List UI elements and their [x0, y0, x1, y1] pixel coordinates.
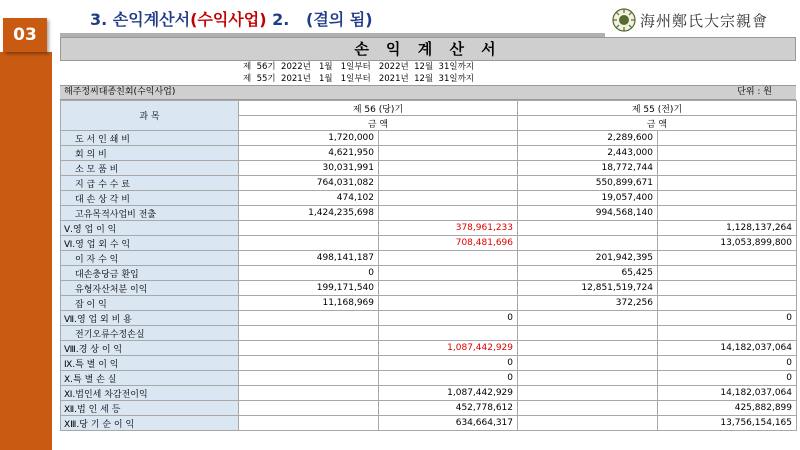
table-row — [61, 281, 797, 296]
prior-total-amount — [658, 131, 797, 146]
current-detail-amount — [239, 326, 379, 341]
row-label: 전기오류수정손실 — [61, 326, 239, 341]
prior-total-amount — [658, 326, 797, 341]
current-detail-amount: 764,031,082 — [239, 176, 379, 191]
prior-detail-amount: 65,425 — [518, 266, 658, 281]
row-label: 회 의 비 — [61, 146, 239, 161]
prior-detail-amount — [518, 341, 658, 356]
row-label: Ⅷ.경 상 이 익 — [61, 341, 239, 356]
current-total-amount — [379, 131, 518, 146]
prior-detail-amount — [518, 326, 658, 341]
row-label: 고유목적사업비 전출 — [61, 206, 239, 221]
row-label: 잡 이 익 — [61, 296, 239, 311]
table-row — [61, 251, 797, 266]
current-detail-amount — [239, 371, 379, 386]
current-detail-amount: 4,621,950 — [239, 146, 379, 161]
prior-total-amount — [658, 146, 797, 161]
column-prior-amount: 금 액 — [518, 116, 797, 131]
row-label: Ⅸ.특 별 이 익 — [61, 356, 239, 371]
prior-detail-amount: 2,443,000 — [518, 146, 658, 161]
row-label: Ⅵ.영 업 외 수 익 — [61, 236, 239, 251]
prior-detail-amount: 201,942,395 — [518, 251, 658, 266]
table-row — [61, 371, 797, 386]
slide-header — [0, 0, 800, 40]
current-total-amount — [379, 206, 518, 221]
prior-total-amount: 14,182,037,064 — [658, 386, 797, 401]
current-total-amount — [379, 191, 518, 206]
table-row — [61, 386, 797, 401]
prior-detail-amount — [518, 401, 658, 416]
current-detail-amount: 199,171,540 — [239, 281, 379, 296]
prior-detail-amount — [518, 221, 658, 236]
table-row — [61, 161, 797, 176]
current-total-amount — [379, 281, 518, 296]
row-label: Ⅶ.영 업 외 비 용 — [61, 311, 239, 326]
prior-detail-amount: 19,057,400 — [518, 191, 658, 206]
statement-table — [60, 100, 797, 431]
row-label: Ⅺ.법인세 차감전이익 — [61, 386, 239, 401]
row-label: 대손충당금 환입 — [61, 266, 239, 281]
table-row — [61, 296, 797, 311]
prior-detail-amount: 994,568,140 — [518, 206, 658, 221]
unit-label: 단위 : 원 — [737, 87, 772, 97]
table-row — [61, 236, 797, 251]
current-detail-amount — [239, 221, 379, 236]
current-total-amount — [379, 251, 518, 266]
prior-total-amount — [658, 266, 797, 281]
corporation-bar — [60, 85, 796, 100]
prior-total-amount — [658, 176, 797, 191]
row-label: ⅩⅢ.당 기 순 이 익 — [61, 416, 239, 431]
current-detail-amount — [239, 416, 379, 431]
table-row — [61, 221, 797, 236]
current-detail-amount: 0 — [239, 266, 379, 281]
prior-detail-amount — [518, 416, 658, 431]
report-title: 손 익 계 산 서 — [60, 37, 796, 61]
prior-detail-amount: 2,289,600 — [518, 131, 658, 146]
current-total-amount: 1,087,442,929 — [379, 386, 518, 401]
period-current: 제 56기 2022년 1월 1일부터 2022년 12월 31일까지 — [243, 62, 474, 72]
current-detail-amount: 1,720,000 — [239, 131, 379, 146]
table-row — [61, 416, 797, 431]
current-detail-amount: 30,031,991 — [239, 161, 379, 176]
row-label: 이 자 수 익 — [61, 251, 239, 266]
column-current-period: 제 56 (당)기 — [239, 101, 518, 116]
current-total-amount: 378,961,233 — [379, 221, 518, 236]
current-detail-amount — [239, 386, 379, 401]
row-label: Ⅴ.영 업 이 익 — [61, 221, 239, 236]
row-label: Ⅹ.특 별 손 실 — [61, 371, 239, 386]
current-total-amount: 634,664,317 — [379, 416, 518, 431]
current-total-amount: 0 — [379, 371, 518, 386]
table-header-row — [61, 101, 797, 116]
prior-detail-amount — [518, 356, 658, 371]
prior-detail-amount — [518, 236, 658, 251]
current-detail-amount — [239, 401, 379, 416]
corporation-name: 해주정씨대종친회(수익사업) — [64, 87, 176, 97]
prior-detail-amount: 12,851,519,724 — [518, 281, 658, 296]
column-current-amount: 금 액 — [239, 116, 518, 131]
table-row — [61, 131, 797, 146]
current-detail-amount: 11,168,969 — [239, 296, 379, 311]
table-row — [61, 401, 797, 416]
side-accent-bar — [0, 52, 52, 450]
table-row — [61, 356, 797, 371]
table-row — [61, 311, 797, 326]
table-row — [61, 266, 797, 281]
clan-seal-icon — [612, 8, 636, 32]
organization-name: 海州鄭氏大宗親會 — [640, 12, 769, 30]
prior-total-amount: 13,756,154,165 — [658, 416, 797, 431]
prior-total-amount: 0 — [658, 371, 797, 386]
row-label: 소 모 품 비 — [61, 161, 239, 176]
current-total-amount: 708,481,696 — [379, 236, 518, 251]
table-row — [61, 176, 797, 191]
prior-total-amount — [658, 251, 797, 266]
current-detail-amount — [239, 236, 379, 251]
current-total-amount — [379, 266, 518, 281]
current-total-amount: 0 — [379, 356, 518, 371]
current-detail-amount: 474,102 — [239, 191, 379, 206]
current-total-amount — [379, 326, 518, 341]
current-total-amount — [379, 296, 518, 311]
current-detail-amount — [239, 311, 379, 326]
prior-total-amount: 14,182,037,064 — [658, 341, 797, 356]
table-row — [61, 341, 797, 356]
prior-detail-amount: 372,256 — [518, 296, 658, 311]
table-row — [61, 326, 797, 341]
current-detail-amount — [239, 341, 379, 356]
prior-total-amount — [658, 281, 797, 296]
row-label: 도 서 인 쇄 비 — [61, 131, 239, 146]
table-row — [61, 206, 797, 221]
prior-detail-amount: 18,772,744 — [518, 161, 658, 176]
prior-detail-amount: 550,899,671 — [518, 176, 658, 191]
prior-total-amount: 1,128,137,264 — [658, 221, 797, 236]
prior-total-amount: 13,053,899,800 — [658, 236, 797, 251]
prior-total-amount — [658, 191, 797, 206]
slide-title: 3. 손익계산서(수익사업) 2. (결의 됨) — [90, 10, 373, 29]
current-detail-amount: 1,424,235,698 — [239, 206, 379, 221]
table-row — [61, 191, 797, 206]
current-total-amount — [379, 161, 518, 176]
row-label: 유형자산처분 이익 — [61, 281, 239, 296]
section-number-badge: 03 — [3, 18, 47, 52]
prior-detail-amount — [518, 311, 658, 326]
current-detail-amount: 498,141,187 — [239, 251, 379, 266]
table-row — [61, 146, 797, 161]
column-subject: 과 목 — [61, 101, 239, 131]
current-detail-amount — [239, 356, 379, 371]
current-total-amount — [379, 146, 518, 161]
prior-total-amount — [658, 206, 797, 221]
column-prior-period: 제 55 (전)기 — [518, 101, 797, 116]
row-label: Ⅻ.법 인 세 등 — [61, 401, 239, 416]
prior-total-amount: 425,882,899 — [658, 401, 797, 416]
row-label: 대 손 상 각 비 — [61, 191, 239, 206]
current-total-amount: 0 — [379, 311, 518, 326]
prior-total-amount: 0 — [658, 356, 797, 371]
row-label: 지 급 수 수 료 — [61, 176, 239, 191]
prior-total-amount — [658, 296, 797, 311]
prior-detail-amount — [518, 371, 658, 386]
period-prior: 제 55기 2021년 1월 1일부터 2021년 12월 31일까지 — [243, 74, 474, 84]
prior-total-amount — [658, 161, 797, 176]
prior-detail-amount — [518, 386, 658, 401]
income-statement — [60, 37, 796, 443]
current-total-amount: 1,087,442,929 — [379, 341, 518, 356]
current-total-amount: 452,778,612 — [379, 401, 518, 416]
current-total-amount — [379, 176, 518, 191]
prior-total-amount: 0 — [658, 311, 797, 326]
